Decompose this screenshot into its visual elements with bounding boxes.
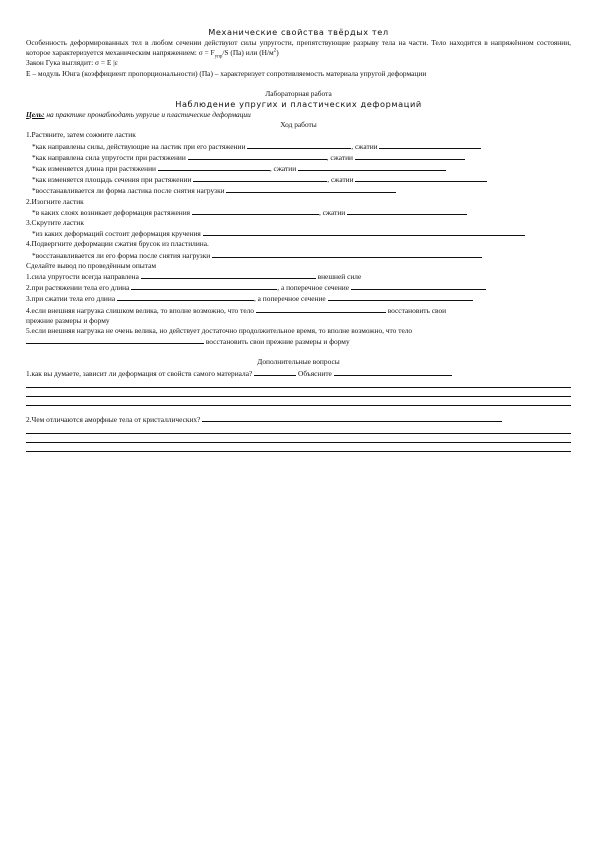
answer-blank[interactable]	[254, 368, 296, 376]
stress-formula: $\sigma = F_{упр}/S$ (Па) или $(Н/м^2)$	[198, 48, 279, 60]
answer-blank[interactable]	[188, 152, 327, 160]
answer-line[interactable]	[26, 397, 571, 406]
answer-blank[interactable]	[347, 207, 467, 215]
answer-blank[interactable]	[158, 163, 270, 171]
conclusion-5-row: 5.если внешняя нагрузка не очень велика, но действует достаточно продолжительное время, то вполне возможно, что тело	[26, 326, 413, 336]
answer-blank[interactable]	[226, 185, 396, 193]
answer-blank[interactable]	[355, 152, 465, 160]
young-modulus-paragraph: Е – модуль Юнга (коэффициент пропорциональности) (Па) – характеризует сопротивляемость материала упругой деформации	[26, 68, 427, 78]
lab-title: Наблюдение упругих и пластических деформаций	[175, 99, 422, 110]
answer-blank[interactable]	[141, 271, 316, 279]
answer-blank[interactable]	[26, 336, 204, 344]
answer-line[interactable]	[26, 388, 571, 397]
answer-line[interactable]	[26, 434, 571, 443]
conclusion-1-row: 1.сила упругости всегда направлена внешней силе	[26, 272, 362, 282]
answer-blank[interactable]	[247, 141, 351, 149]
answer-line[interactable]	[26, 425, 571, 434]
conclusions-title: Сделайте вывод по проведённым опытам	[26, 260, 157, 270]
page-title: Механические свойства твёрдых тел	[208, 27, 389, 37]
answer-line[interactable]	[26, 379, 571, 388]
step-1c-row: *как изменяется длина при растяжении , сжатии	[26, 163, 571, 174]
answer-blank[interactable]	[212, 250, 482, 258]
answer-blank[interactable]	[334, 368, 452, 376]
step-1d-row: *как изменяется площадь сечения при растяжении , сжатии	[26, 174, 571, 185]
step-3a-row: *из каких деформаций состоит деформация кручения	[26, 228, 571, 239]
conclusion-3-row: 3.при сжатии тела его длина , а поперечное сечение	[26, 293, 571, 304]
answer-line[interactable]	[26, 443, 571, 452]
step-1-title: 1.Растяните, затем сожмите ластик	[26, 130, 136, 140]
answer-blank[interactable]	[351, 282, 486, 290]
answer-blank[interactable]	[298, 163, 446, 171]
lab-heading: Лабораторная работа	[265, 88, 332, 98]
answer-blank[interactable]	[379, 141, 481, 149]
lab-goal: Цель: на практике пронаблюдать упругие и пластические деформации	[26, 110, 251, 120]
answer-blank[interactable]	[192, 207, 319, 215]
intro-text: Особенность деформированных тел в любом сечении действуют силы упругости, препятствующие разрыву тела на части. Тело находится в напряжённом состоянии, которое характеризуется механическим напряжением:	[26, 38, 571, 58]
step-1a-row: *как направлены силы, действующие на ластик при его растяжении , сжатии	[26, 141, 571, 152]
step-4a-row: *восстанавливается ли его форма после снятия нагрузки	[26, 250, 571, 261]
conclusion-5b-row: восстановить свои прежние размеры и форму	[26, 336, 571, 347]
step-1b-row: *как направлена сила упругости при растяжении , сжатии	[26, 152, 571, 163]
step-4-title: 4.Подвергните деформации сжатия брусок из пластилина.	[26, 239, 209, 249]
answer-blank[interactable]	[193, 174, 327, 182]
answer-blank[interactable]	[202, 414, 502, 422]
answer-blank[interactable]	[256, 305, 386, 313]
extra-questions-heading: Дополнительные вопросы	[257, 357, 340, 367]
question-2-row: 2.Чем отличаются аморфные тела от кристаллических?	[26, 414, 571, 425]
worksheet-page	[26, 27, 571, 452]
procedure-heading: Ход работы	[280, 120, 317, 130]
answer-blank[interactable]	[203, 228, 525, 236]
step-1e-row: *восстанавливается ли форма ластика после снятия нагрузки	[26, 185, 571, 196]
step-3-title: 3.Скрутите ластик	[26, 218, 84, 228]
conclusion-4-row: 4.если внешняя нагрузка слишком велика, то вполне возможно, что тело восстановить свои	[26, 305, 447, 315]
step-2-title: 2.Изогните ластик	[26, 196, 84, 206]
answer-blank[interactable]	[328, 293, 473, 301]
conclusion-4-continued: прежние размеры и форму	[26, 315, 110, 325]
answer-blank[interactable]	[117, 293, 254, 301]
hooke-law-line: Закон Гука выглядит: σ = Е |ε	[26, 58, 118, 68]
step-2a-row: *в каких слоях возникает деформация растяжения , сжатии	[26, 207, 571, 218]
question-1-row: 1.как вы думаете, зависит ли деформация от свойств самого материала? Объясните	[26, 368, 571, 379]
conclusion-2-row: 2.при растяжении тела его длина , а поперечное сечение	[26, 282, 571, 293]
intro-paragraph	[26, 38, 571, 58]
answer-blank[interactable]	[355, 174, 487, 182]
answer-blank[interactable]	[131, 282, 277, 290]
